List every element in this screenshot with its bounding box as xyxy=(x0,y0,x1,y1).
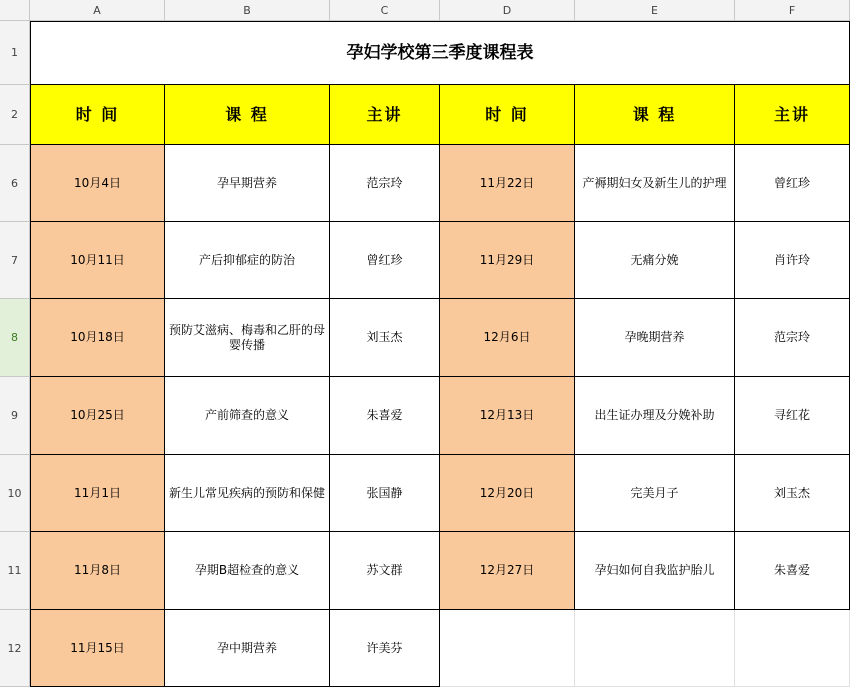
course-cell[interactable]: 产前筛查的意义 xyxy=(165,377,330,455)
date-cell[interactable]: 10月4日 xyxy=(30,145,165,222)
date-cell[interactable]: 12月13日 xyxy=(440,377,575,455)
select-all-corner[interactable] xyxy=(0,0,30,21)
date-cell[interactable]: 11月22日 xyxy=(440,145,575,222)
course-cell[interactable]: 孕妇如何自我监护胎儿 xyxy=(575,532,735,610)
date-cell[interactable]: 12月6日 xyxy=(440,299,575,377)
course-cell[interactable]: 孕期B超检查的意义 xyxy=(165,532,330,610)
course-cell[interactable]: 预防艾滋病、梅毒和乙肝的母婴传播 xyxy=(165,299,330,377)
date-cell[interactable]: 10月11日 xyxy=(30,222,165,299)
date-cell[interactable]: 12月20日 xyxy=(440,455,575,532)
course-cell[interactable]: 无痛分娩 xyxy=(575,222,735,299)
lecturer-cell[interactable]: 寻红花 xyxy=(735,377,850,455)
lecturer-cell[interactable]: 刘玉杰 xyxy=(735,455,850,532)
date-cell[interactable]: 11月1日 xyxy=(30,455,165,532)
empty-cell[interactable] xyxy=(735,610,850,687)
lecturer-cell[interactable]: 朱喜爱 xyxy=(735,532,850,610)
row-header-11[interactable]: 11 xyxy=(0,532,30,610)
date-cell[interactable]: 11月8日 xyxy=(30,532,165,610)
lecturer-cell[interactable]: 许美芬 xyxy=(330,610,440,687)
header-cell[interactable]: 主讲 xyxy=(330,85,440,145)
sheet-title[interactable]: 孕妇学校第三季度课程表 xyxy=(30,21,850,85)
course-cell[interactable]: 完美月子 xyxy=(575,455,735,532)
date-cell[interactable]: 11月15日 xyxy=(30,610,165,687)
column-header-d[interactable]: D xyxy=(440,0,575,21)
date-cell[interactable]: 10月18日 xyxy=(30,299,165,377)
row-header-1[interactable]: 1 xyxy=(0,21,30,85)
lecturer-cell[interactable]: 张国静 xyxy=(330,455,440,532)
row-header-12[interactable]: 12 xyxy=(0,610,30,687)
row-header-6[interactable]: 6 xyxy=(0,145,30,222)
course-cell[interactable]: 出生证办理及分娩补助 xyxy=(575,377,735,455)
row-header-10[interactable]: 10 xyxy=(0,455,30,532)
date-cell[interactable]: 11月29日 xyxy=(440,222,575,299)
header-cell[interactable]: 主讲 xyxy=(735,85,850,145)
column-header-b[interactable]: B xyxy=(165,0,330,21)
lecturer-cell[interactable]: 苏文群 xyxy=(330,532,440,610)
empty-cell[interactable] xyxy=(440,610,575,687)
course-cell[interactable]: 孕晚期营养 xyxy=(575,299,735,377)
column-header-a[interactable]: A xyxy=(30,0,165,21)
course-cell[interactable]: 产后抑郁症的防治 xyxy=(165,222,330,299)
lecturer-cell[interactable]: 刘玉杰 xyxy=(330,299,440,377)
header-cell[interactable]: 时 间 xyxy=(30,85,165,145)
lecturer-cell[interactable]: 范宗玲 xyxy=(330,145,440,222)
lecturer-cell[interactable]: 肖许玲 xyxy=(735,222,850,299)
date-cell[interactable]: 12月27日 xyxy=(440,532,575,610)
course-cell[interactable]: 孕早期营养 xyxy=(165,145,330,222)
header-cell[interactable]: 课 程 xyxy=(165,85,330,145)
row-header-9[interactable]: 9 xyxy=(0,377,30,455)
course-cell[interactable]: 新生儿常见疾病的预防和保健 xyxy=(165,455,330,532)
row-header-2[interactable]: 2 xyxy=(0,85,30,145)
column-header-f[interactable]: F xyxy=(735,0,850,21)
column-header-e[interactable]: E xyxy=(575,0,735,21)
lecturer-cell[interactable]: 曾红珍 xyxy=(330,222,440,299)
row-header-7[interactable]: 7 xyxy=(0,222,30,299)
lecturer-cell[interactable]: 范宗玲 xyxy=(735,299,850,377)
row-header-8[interactable]: 8 xyxy=(0,299,30,377)
course-cell[interactable]: 产褥期妇女及新生儿的护理 xyxy=(575,145,735,222)
column-header-c[interactable]: C xyxy=(330,0,440,21)
header-cell[interactable]: 课 程 xyxy=(575,85,735,145)
lecturer-cell[interactable]: 朱喜爱 xyxy=(330,377,440,455)
course-cell[interactable]: 孕中期营养 xyxy=(165,610,330,687)
empty-cell[interactable] xyxy=(575,610,735,687)
lecturer-cell[interactable]: 曾红珍 xyxy=(735,145,850,222)
date-cell[interactable]: 10月25日 xyxy=(30,377,165,455)
header-cell[interactable]: 时 间 xyxy=(440,85,575,145)
